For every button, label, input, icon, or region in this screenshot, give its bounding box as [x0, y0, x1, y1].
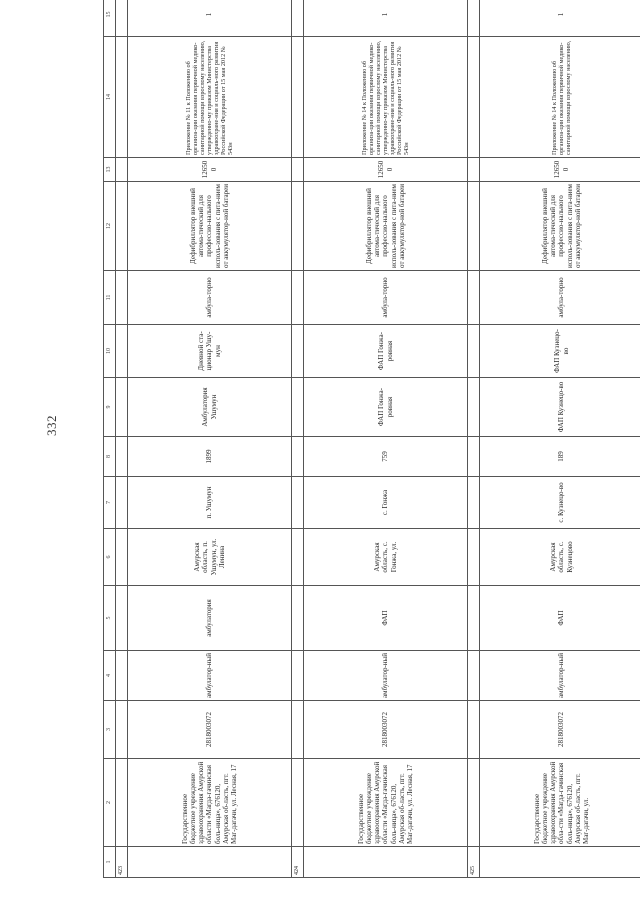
table-row [480, 0, 640, 878]
table-row-number [116, 0, 128, 878]
column-number: 6 [104, 529, 116, 586]
unit-kind: амбулатория [128, 586, 292, 651]
population: 189 [480, 437, 640, 477]
column-number: 10 [104, 325, 116, 378]
column-number: 5 [104, 586, 116, 651]
unit-name: ФАП Кузнецо-во [480, 378, 640, 437]
care-type: амбулатор-ный [304, 651, 468, 701]
register-table [103, 0, 640, 878]
unit-kind: ФАП [304, 586, 468, 651]
population: 1899 [128, 437, 292, 477]
premises-name: ФАП Кузнецо-во [480, 325, 640, 378]
care-type: амбулатор-ный [128, 651, 292, 701]
inn: 2818003072 [304, 701, 468, 759]
organization-name: Государственное бюджетное учреждение здравоохранения Амурской области «Магда-гачинская боль-ница», 676120, Амурская об-ласть, пгт. Маг-дагачи, ул. Лесная, 17 [304, 759, 468, 847]
locality: с. Кузнецо-во [480, 477, 640, 529]
inn: 2818003072 [128, 701, 292, 759]
column-number: 12 [104, 182, 116, 271]
care-conditions: амбула-торно [128, 271, 292, 325]
care-type: амбулатор-ный [480, 651, 640, 701]
row-number: 424 [292, 847, 304, 878]
unit-address: Амурская область, с. Гонжа, ул. [304, 529, 468, 586]
unit-name: ФАП Гонжа-ровная [304, 378, 468, 437]
column-number: 1 [104, 847, 116, 878]
unit-address: Амурская область, п. Ушумун, ул. Ленина [128, 529, 292, 586]
locality: с. Гонжа [304, 477, 468, 529]
column-number: 11 [104, 271, 116, 325]
unit-name: Амбулатория Ушумун [128, 378, 292, 437]
quantity: 1 [304, 0, 468, 37]
equipment-name: Дефибриллятор внешний автома-тический для профессио-нального исполь-зования с пита-нием от аккумулятор-ной батареи [128, 182, 292, 271]
regulatory-document: Приложение № 14 к Положению об организа-ции оказания первичной медико-санитарной помощи взрослому населению, утвержденно-му приказом Министерства здравоохране-ния и социаль-ного развития Российской Федерации от 15 мая 2012 № 543н [304, 37, 468, 158]
equipment-code: 126500 [480, 158, 640, 182]
premises-name: ФАП Гонжа-ровная [304, 325, 468, 378]
quantity: 1 [480, 0, 640, 37]
table-row-number [468, 0, 480, 878]
column-number-row [104, 0, 116, 878]
locality: п. Ушумун [128, 477, 292, 529]
table-row [304, 0, 468, 878]
unit-address: Амурская область, с. Кузнецово [480, 529, 640, 586]
column-number: 9 [104, 378, 116, 437]
unit-kind: ФАП [480, 586, 640, 651]
row-number: 423 [116, 847, 128, 878]
premises-name: Дневной ста-ционар Ушу-мун [128, 325, 292, 378]
column-number: 2 [104, 759, 116, 847]
quantity: 1 [128, 0, 292, 37]
organization-name: Государственное бюджетное учреждение здравоохранения Амурской обла-сти «Магда-гачинская боль-ница», 676120, Амурская об-ласть, пгт. Маг-дагачи, ул. [480, 759, 640, 847]
column-number: 8 [104, 437, 116, 477]
regulatory-document: Приложение № 11 к Положению об организа-ции оказания первичной медико-санитарной помощи взрослому населению, утвержденно-му приказом Министерства здравоохране-ния и социаль-ного развития Российской Федерации от 15 мая 2012 № 543н [128, 37, 292, 158]
table-row [128, 0, 292, 878]
column-number: 14 [104, 37, 116, 158]
column-number: 13 [104, 158, 116, 182]
care-conditions: амбула-торно [480, 271, 640, 325]
equipment-code: 126500 [128, 158, 292, 182]
row-number: 425 [468, 847, 480, 878]
population: 759 [304, 437, 468, 477]
regulatory-document: Приложение № 14 к Положению об организа-ции оказания первичной медико-санитарной помощи взрослому населению, [480, 37, 640, 158]
column-number: 15 [104, 0, 116, 37]
equipment-name: Дефибриллятор внешний автома-тический для профессио-нального исполь-зования с пита-нием от аккумулятор-ной батареи [304, 182, 468, 271]
column-number: 4 [104, 651, 116, 701]
inn: 2818003072 [480, 701, 640, 759]
register-table-wrap [103, 8, 634, 878]
table-row-number [292, 0, 304, 878]
page-number: 332 [44, 415, 59, 436]
equipment-name: Дефибриллятор внешний автома-тический для профессио-нального исполь-зования с пита-нием от аккумулятор-ной батареи [480, 182, 640, 271]
column-number: 7 [104, 477, 116, 529]
equipment-code: 126500 [304, 158, 468, 182]
organization-name: Государственное бюджетное учреждение здравоохранения Амурской области «Магда-гачинская боль-ница», 676120, Амурская об-ласть, пгт. Маг-дагачи, ул. Лесная, 17 [128, 759, 292, 847]
care-conditions: амбула-торно [304, 271, 468, 325]
column-number: 3 [104, 701, 116, 759]
